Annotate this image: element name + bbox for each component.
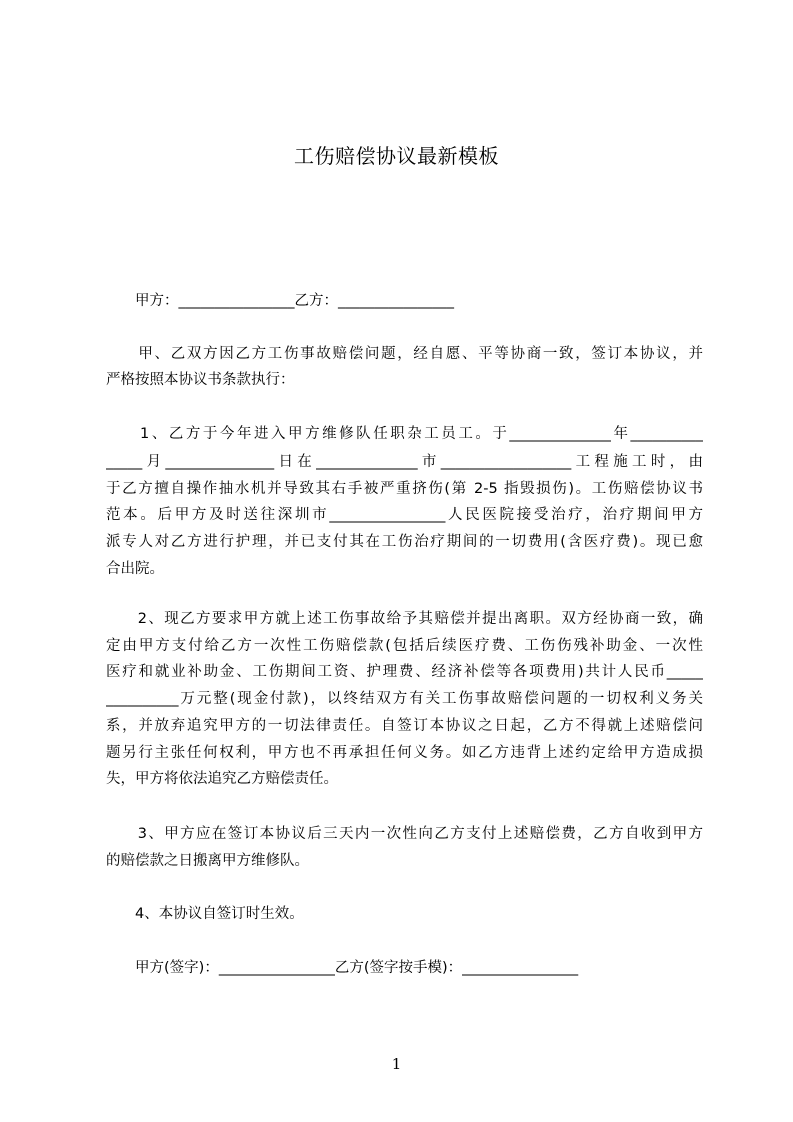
clause-1-line: 派专人对乙方进行护理，并已支付其在工伤治疗期间的一切费用(含医疗费)。现已愈 [106, 534, 703, 550]
clause-2-line: 定由甲方支付给乙方一次性工伤赔偿款(包括后续医疗费、工伤伤残补助金、一次性 [106, 638, 703, 654]
clause-4-line: 4、本协议自签订时生效。 [106, 906, 304, 922]
clause-2-line: 题另行主张任何权利，甲方也不再承担任何义务。如乙方违背上述约定给甲方造成损 [106, 745, 703, 761]
clause-1-line: 1、乙方于今年进入甲方维修队任职杂工员工。于______________年__________ [106, 426, 703, 442]
clause-1-line: 合出院。 [106, 561, 164, 577]
intro-line: 甲、乙双方因乙方工伤事故赔偿问题，经自愿、平等协商一致，签订本协议，并 [106, 346, 703, 362]
clause-2-line: 医疗和就业补助金、工伤期间工资、护理费、经济补偿等各项费用)共计人民币_____ [106, 664, 703, 680]
clause-2-line: __________万元整(现金付款)，以终结双方有关工伤事故赔偿问题的一切权利义务关 [106, 691, 703, 707]
clause-3-line: 的赔偿款之日搬离甲方维修队。 [106, 853, 309, 869]
clause-1-line: _____月_______________日在______________市__________________工程施工时，由 [106, 454, 703, 470]
signature-line: 甲方(签字)：________________乙方(签字按手模)：________________ [106, 960, 579, 976]
document-title: 工伤赔偿协议最新模板 [294, 144, 499, 168]
page-number: 1 [391, 1055, 402, 1073]
parties-line: 甲方：________________乙方：________________ [106, 293, 454, 309]
clause-2-line: 失，甲方将依法追究乙方赔偿责任。 [106, 771, 338, 787]
intro-line: 严格按照本协议书条款执行： [106, 372, 295, 388]
clause-3-line: 3、甲方应在签订本协议后三天内一次性向乙方支付上述赔偿费，乙方自收到甲方 [106, 826, 703, 842]
clause-1-line: 范本。后甲方及时送往深圳市________________人民医院接受治疗，治疗期间甲方 [106, 507, 703, 523]
clause-2-line: 系，并放弃追究甲方的一切法律责任。自签订本协议之日起，乙方不得就上述赔偿问 [106, 718, 703, 734]
clause-1-line: 于乙方擅自操作抽水机并导致其右手被严重挤伤(第 2-5 指毁损伤)。工伤赔偿协议书 [106, 481, 703, 497]
clause-2-line: 2、现乙方要求甲方就上述工伤事故给予其赔偿并提出离职。双方经协商一致，确 [106, 611, 703, 627]
